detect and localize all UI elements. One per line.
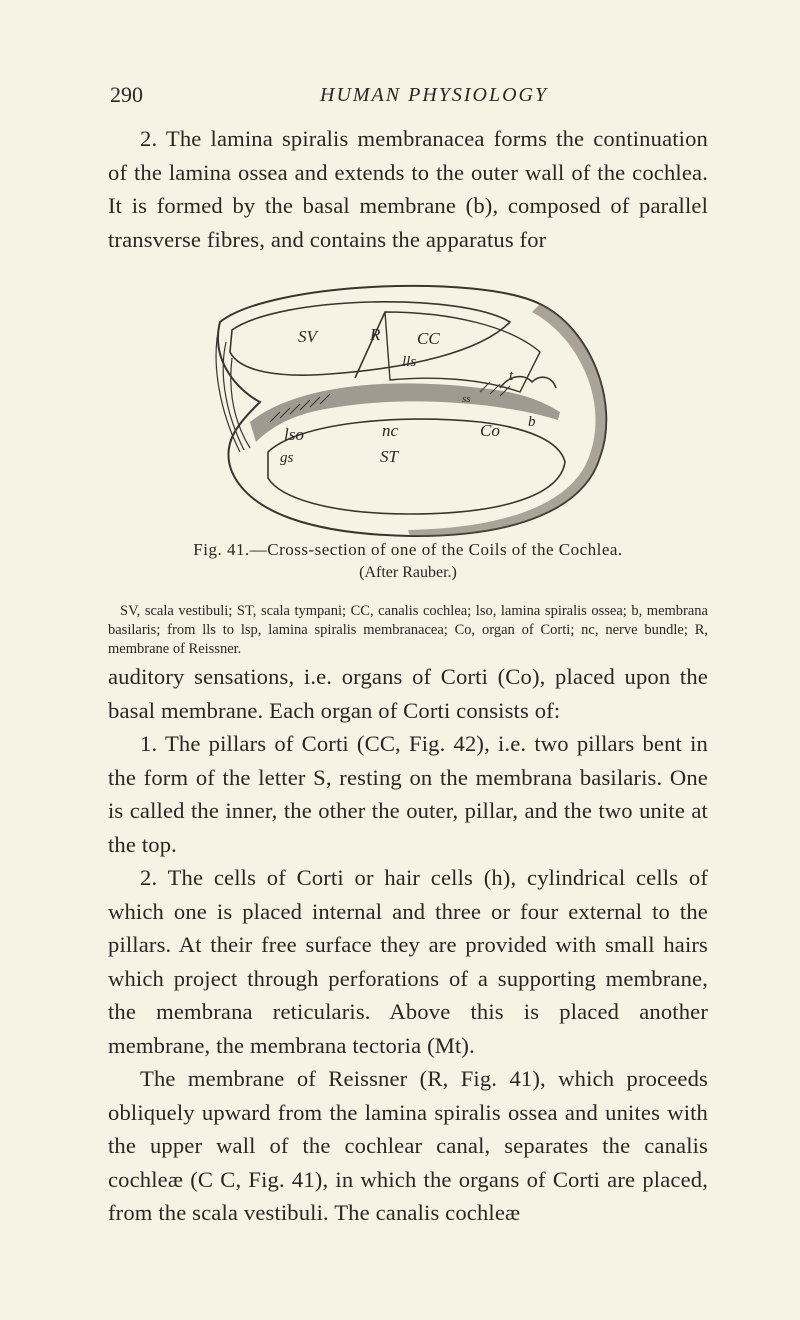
paragraph-pillars: 1. The pillars of Corti (CC, Fig. 42), i.e. two pillars bent in the form of the letter S, resting on the membrana basilaris. One is called the inner, the other the outer, pillar, and the two unite at the top. <box>108 731 708 857</box>
figure-source: (After Rauber.) <box>359 564 457 581</box>
paragraph-organs-of-corti: auditory sensations, i.e. organs of Corti (Co), placed upon the basal membrane. Each organ of Corti consists of: <box>108 664 708 723</box>
label-cc: CC <box>417 329 440 348</box>
canalis-cochlea-wall <box>385 312 540 392</box>
cochlea-illustration <box>180 282 640 540</box>
label-nc: nc <box>382 421 399 440</box>
label-ss: ss <box>462 393 471 405</box>
figure-legend: SV, scala vestibuli; ST, scala tympani; CC, canalis cochlea; lso, lamina spiralis ossea; b, membrana basilaris; from lls to lsp, lamina spiralis membranacea; Co, organ of Corti; nc, nerve bundle; R, membrane of Reissner. <box>108 603 708 657</box>
figure-cochlea-cross-section <box>180 282 640 540</box>
label-co: Co <box>480 421 500 440</box>
label-r: R <box>370 325 381 344</box>
label-lls: lls <box>402 354 417 370</box>
figure-caption: Fig. 41.—Cross-section of one of the Coils of the Cochlea. <box>193 540 623 559</box>
page-header <box>110 82 710 112</box>
left-wall-hatching <box>216 322 250 452</box>
label-lso: lso <box>284 425 304 444</box>
page-number: 290 <box>110 82 143 107</box>
label-gs: gs <box>280 450 294 466</box>
label-sv: SV <box>298 327 317 346</box>
label-st: ST <box>380 447 398 466</box>
scala-tympani-wall <box>268 419 565 514</box>
paragraph-reissner: The membrane of Reissner (R, Fig. 41), which proceeds obliquely upward from the lamina spiralis ossea and unites with the upper wall of the cochlear canal, separates the canalis cochleæ (C C, Fig. 41), in which the organs of Corti are placed, from the scala vestibuli. The canalis cochleæ <box>108 1066 708 1225</box>
paragraph-lamina-spiralis: 2. The lamina spiralis membranacea forms the continuation of the lamina ossea and extends to the outer wall of the cochlea. It is formed by the basal membrane (b), composed of parallel transverse fibres, and contains the apparatus for <box>108 126 708 252</box>
label-t: t <box>509 368 514 384</box>
running-title: HUMAN PHYSIOLOGY <box>320 84 549 106</box>
paragraph-hair-cells: 2. The cells of Corti or hair cells (h), cylindrical cells of which one is placed internal and three or four external to the pillars. At their free surface they are provided with small hairs which project through perforations of a supporting membrane, the membrana reticularis. Above this is placed another membrane, the membrana tectoria (Mt). <box>108 865 708 1058</box>
label-b: b <box>528 414 536 430</box>
body-text <box>108 660 708 1230</box>
